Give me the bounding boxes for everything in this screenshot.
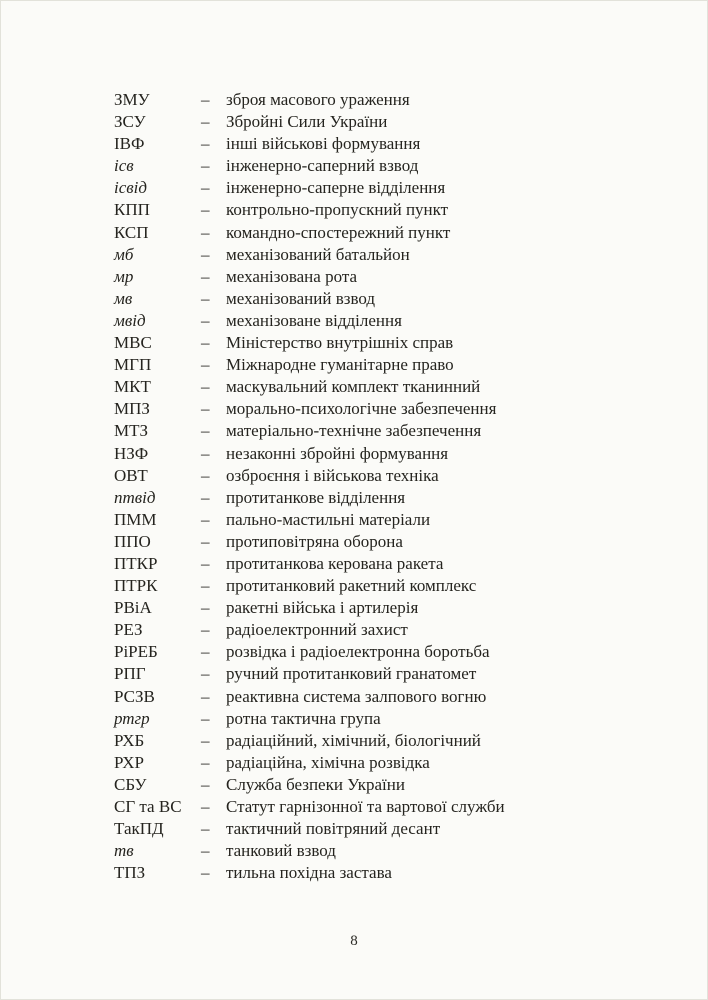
- abbreviation-definition: механізована рота: [226, 266, 358, 286]
- dash-separator: –: [201, 553, 210, 573]
- abbreviation-term: РСЗВ: [114, 686, 155, 706]
- dash-separator: –: [201, 112, 210, 132]
- dash-separator: –: [201, 487, 210, 507]
- abbreviation-row: [114, 310, 667, 332]
- dash-separator: –: [201, 90, 210, 109]
- abbreviation-term: ОВТ: [114, 465, 148, 485]
- abbreviation-row: [114, 288, 667, 310]
- abbreviation-definition: розвідка і радіоелектронна боротьба: [226, 642, 490, 662]
- abbreviation-row: [114, 774, 667, 796]
- abbreviation-definition: Служба безпеки України: [226, 774, 405, 794]
- abbreviation-definition: морально-психологічне забезпечення: [226, 399, 497, 419]
- abbreviation-definition: Міністерство внутрішніх справ: [226, 333, 454, 353]
- abbreviation-row: [114, 177, 667, 199]
- page-number: 8: [350, 933, 358, 949]
- abbreviation-row: [114, 553, 667, 575]
- abbreviation-row: [114, 398, 667, 420]
- abbreviation-row: [114, 818, 667, 840]
- abbreviation-definition: протитанкове відділення: [226, 487, 406, 507]
- abbreviation-term: ППО: [114, 531, 151, 551]
- abbreviation-term: ЗМУ: [114, 90, 150, 109]
- abbreviation-term: МТЗ: [114, 421, 149, 441]
- dash-separator: –: [201, 620, 210, 640]
- abbreviation-row: [114, 155, 667, 177]
- abbreviation-term: МКТ: [114, 377, 151, 397]
- abbreviation-term: РіРЕБ: [114, 642, 158, 662]
- abbreviation-row: [114, 244, 667, 266]
- abbreviation-term: РВіА: [114, 598, 152, 618]
- abbreviation-definition: командно-спостережний пункт: [226, 222, 451, 242]
- dash-separator: –: [201, 664, 210, 684]
- dash-separator: –: [201, 443, 210, 463]
- abbreviation-definition: інженерно-саперне відділення: [226, 178, 446, 198]
- abbreviation-term: ісвід: [114, 178, 147, 198]
- abbreviation-definition: Збройні Сили України: [226, 112, 388, 132]
- dash-separator: –: [201, 377, 210, 397]
- dash-separator: –: [201, 841, 210, 861]
- dash-separator: –: [201, 399, 210, 419]
- abbreviation-term: РЕЗ: [114, 620, 143, 640]
- abbreviation-row: [114, 443, 667, 465]
- dash-separator: –: [201, 310, 210, 330]
- dash-separator: –: [201, 708, 210, 728]
- dash-separator: –: [201, 244, 210, 264]
- dash-separator: –: [201, 686, 210, 706]
- abbreviation-row: [114, 531, 667, 553]
- dash-separator: –: [201, 730, 210, 750]
- abbreviation-term: СБУ: [114, 774, 147, 794]
- dash-separator: –: [201, 134, 210, 154]
- abbreviation-definition: незаконні збройні формування: [226, 443, 449, 463]
- dash-separator: –: [201, 509, 210, 529]
- abbreviation-term: мв: [114, 288, 133, 308]
- abbreviation-definition: Статут гарнізонної та вартової служби: [226, 797, 505, 816]
- dash-separator: –: [201, 200, 210, 220]
- abbreviation-row: [114, 686, 667, 708]
- abbreviation-definition: радіаційна, хімічна розвідка: [226, 752, 430, 772]
- abbreviation-definition: механізоване відділення: [226, 310, 402, 330]
- abbreviation-term: НЗФ: [114, 443, 149, 463]
- abbreviation-term: мвід: [114, 310, 146, 330]
- abbreviation-definition: інші військові формування: [226, 134, 421, 154]
- abbreviation-definition: матеріально-технічне забезпечення: [226, 421, 482, 441]
- dash-separator: –: [201, 421, 210, 441]
- abbreviation-definition: протитанкова керована ракета: [226, 553, 444, 573]
- abbreviation-definition: танковий взвод: [226, 841, 336, 861]
- abbreviation-term: РХБ: [114, 730, 145, 750]
- dash-separator: –: [201, 576, 210, 596]
- dash-separator: –: [201, 642, 210, 662]
- abbreviation-definition: Міжнародне гуманітарне право: [226, 355, 454, 375]
- abbreviation-term: ртгр: [114, 708, 150, 728]
- abbreviation-term: КПП: [114, 200, 150, 220]
- abbreviation-row: [114, 730, 667, 752]
- abbreviation-definition: ручний протитанковий гранатомет: [226, 664, 477, 684]
- dash-separator: –: [201, 598, 210, 618]
- abbreviation-definition: протиповітряна оборона: [226, 531, 403, 551]
- dash-separator: –: [201, 819, 210, 839]
- abbreviation-row: [114, 376, 667, 398]
- abbreviation-term: ПТКР: [114, 553, 158, 573]
- abbreviation-row: [114, 487, 667, 509]
- abbreviation-row: [114, 752, 667, 774]
- dash-separator: –: [201, 531, 210, 551]
- abbreviation-term: СГ та ВС: [114, 797, 182, 816]
- dash-separator: –: [201, 863, 210, 883]
- abbreviation-term: ТПЗ: [114, 863, 146, 883]
- dash-separator: –: [201, 222, 210, 242]
- abbreviation-row: [114, 111, 667, 133]
- abbreviation-row: [114, 509, 667, 531]
- dash-separator: –: [201, 156, 210, 176]
- abbreviation-definition: інженерно-саперний взвод: [226, 156, 419, 176]
- dash-separator: –: [201, 333, 210, 353]
- abbreviation-definition: тактичний повітряний десант: [226, 819, 441, 839]
- abbreviation-definition: контрольно-пропускний пункт: [226, 200, 449, 220]
- abbreviation-definition: пально-мастильні матеріали: [226, 509, 431, 529]
- abbreviation-term: ЗСУ: [114, 112, 146, 132]
- dash-separator: –: [201, 752, 210, 772]
- abbreviation-row: [114, 199, 667, 221]
- abbreviation-definition: озброєння і військова техніка: [226, 465, 439, 485]
- abbreviation-row: [114, 420, 667, 442]
- abbreviation-term: мр: [114, 266, 134, 286]
- abbreviation-definition: реактивна система залпового вогню: [226, 686, 487, 706]
- abbreviation-row: [114, 663, 667, 685]
- abbreviation-row: [114, 641, 667, 663]
- dash-separator: –: [201, 797, 210, 816]
- abbreviation-definition: ротна тактична група: [226, 708, 381, 728]
- abbreviation-row: [114, 619, 667, 641]
- abbreviation-term: РПГ: [114, 664, 146, 684]
- abbreviation-definition: ракетні війська і артилерія: [226, 598, 419, 618]
- abbreviation-definition: маскувальний комплект тканинний: [226, 377, 481, 397]
- abbreviation-row: [114, 840, 667, 862]
- dash-separator: –: [201, 465, 210, 485]
- abbreviation-term: тв: [114, 841, 134, 861]
- abbreviation-row: [114, 708, 667, 730]
- abbreviation-term: МПЗ: [114, 399, 150, 419]
- dash-separator: –: [201, 774, 210, 794]
- abbreviation-term: МГП: [114, 355, 152, 375]
- abbreviation-definition: протитанковий ракетний комплекс: [226, 576, 477, 596]
- abbreviation-term: ісв: [114, 156, 134, 176]
- abbreviation-row: [114, 597, 667, 619]
- dash-separator: –: [201, 288, 210, 308]
- dash-separator: –: [201, 266, 210, 286]
- abbreviation-definition: механізований батальйон: [226, 244, 410, 264]
- abbreviation-term: ПТРК: [114, 576, 158, 596]
- abbreviation-term: КСП: [114, 222, 149, 242]
- abbreviation-definition: радіаційний, хімічний, біологічний: [226, 730, 481, 750]
- abbreviation-row: [114, 89, 667, 111]
- abbreviation-term: МВС: [114, 333, 152, 353]
- abbreviation-row: [114, 133, 667, 155]
- abbreviation-definition: зброя масового ураження: [226, 90, 410, 109]
- abbreviation-row: [114, 465, 667, 487]
- abbreviation-term: ІВФ: [114, 134, 145, 154]
- abbreviation-row: [114, 796, 667, 818]
- abbreviation-definition: механізований взвод: [226, 288, 376, 308]
- abbreviation-row: [114, 266, 667, 288]
- abbreviation-term: РХР: [114, 752, 144, 772]
- abbreviation-term: ТакПД: [114, 819, 164, 839]
- abbreviation-row: [114, 575, 667, 597]
- abbreviation-row: [114, 332, 667, 354]
- abbreviation-term: ПММ: [114, 509, 157, 529]
- abbreviation-row: [114, 222, 667, 244]
- abbreviation-row: [114, 862, 667, 884]
- abbreviation-list: [114, 89, 667, 884]
- abbreviation-term: мб: [114, 244, 134, 264]
- abbreviation-definition: радіоелектронний захист: [226, 620, 408, 640]
- dash-separator: –: [201, 355, 210, 375]
- abbreviation-definition: тильна похідна застава: [226, 863, 392, 883]
- abbreviation-term: птвід: [114, 487, 156, 507]
- abbreviation-row: [114, 354, 667, 376]
- dash-separator: –: [201, 178, 210, 198]
